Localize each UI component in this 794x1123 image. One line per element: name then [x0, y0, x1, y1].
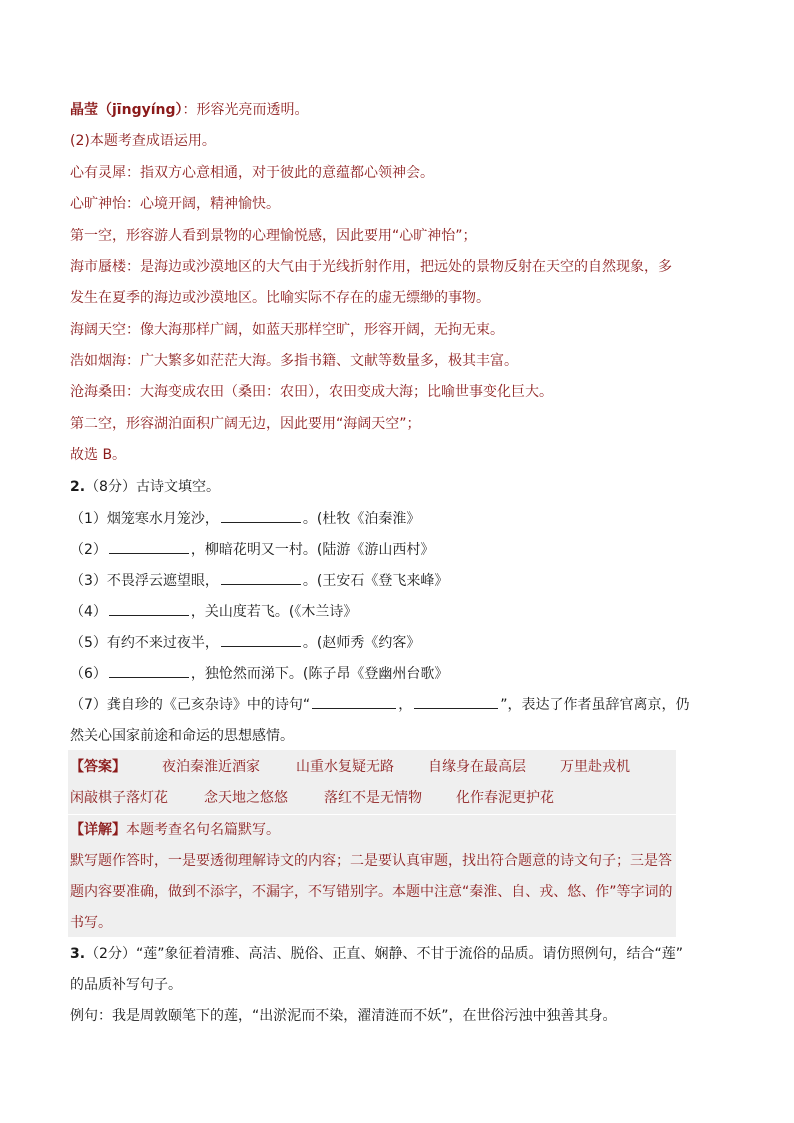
- detail-paragraph: 默写题作答时，一是要透彻理解诗文的内容；二是要认真审题，找出符合题意的诗文句子；三是答: [70, 853, 672, 869]
- q2-item-3: [70, 570, 448, 591]
- q3-title-text: （2分）“莲”象征着清雅、高洁、脱俗、正直、娴静、不甘于流俗的品质。请仿照例句，结合“莲”: [85, 946, 683, 962]
- item-number: （7）: [70, 697, 107, 713]
- q3-number: 3.: [70, 946, 86, 962]
- jingying-line: [70, 100, 309, 120]
- item-before: 烟笼寒水月笼沙，: [106, 511, 219, 527]
- item-number: （3）: [70, 573, 107, 589]
- answer-blank[interactable]: [109, 663, 189, 678]
- detail-label: 【详解】: [70, 822, 126, 838]
- haishi-line-2: 发生在夏季的海边或沙漠地区。比喻实际不存在的虚无缥缈的事物。: [70, 290, 490, 306]
- answer-item: 自缘身在最高层: [428, 759, 526, 775]
- item-number: （2）: [70, 542, 107, 558]
- answer-item: 落红不是无情物: [324, 790, 422, 806]
- haikuo-line: [70, 320, 504, 340]
- item-after: 。(赵师秀《约客》: [302, 635, 421, 651]
- answer-blank[interactable]: [221, 508, 301, 523]
- q2-item-6: [70, 663, 448, 684]
- answer-item: 闲敲棋子落灯花: [70, 790, 168, 806]
- canghai-def: ：大海变成农田（桑田：农田），农田变成大海；比喻世事变化巨大。: [126, 384, 553, 400]
- haikuo-def: ：像大海那样广阔，如蓝天那样空旷，形容开阔，无拘无束。: [126, 322, 504, 338]
- q2-title: [70, 477, 220, 497]
- haishi-def-1: ：是海边或沙漠地区的大气由于光线折射作用，把远处的景物反射在天空的自然现象，多: [126, 259, 672, 275]
- jingying-def: ：形容光亮而透明。: [182, 102, 309, 118]
- xinkuang-term: 心旷神怡: [70, 196, 126, 212]
- choice-line: 故选 B。: [70, 447, 127, 463]
- answer-blank[interactable]: [414, 694, 498, 709]
- item-after: ，关山度若飞。(《木兰诗》: [190, 604, 358, 620]
- answer-item: 化作春泥更护花: [456, 790, 554, 806]
- answer-blank[interactable]: [221, 632, 301, 647]
- detail-paragraph: 题内容要准确，做到不添字，不漏字，不写错别字。本题中注意“秦淮、自、戎、悠、作”等字词的: [70, 884, 673, 900]
- item-after: ，柳暗花明又一村。(陆游《游山西村》: [190, 542, 435, 558]
- canghai-line: [70, 382, 553, 402]
- q2-item-2: [70, 539, 434, 560]
- item-number: （6）: [70, 666, 107, 682]
- detail-heading: [70, 820, 280, 840]
- answer-label: 【答案】: [70, 759, 126, 775]
- item-number: （1）: [70, 511, 107, 527]
- q2-intro: (2)本题考查成语运用。: [70, 133, 216, 149]
- answer-blank[interactable]: [109, 601, 189, 616]
- haoru-line: [70, 351, 518, 371]
- answer-blank[interactable]: [312, 694, 396, 709]
- canghai-term: 沧海桑田: [70, 384, 126, 400]
- q2-item-7-line2: 然关心国家前途和命运的思想感情。: [70, 728, 294, 744]
- item-before: 不畏浮云遮望眼，: [106, 573, 219, 589]
- answer-item: 夜泊秦淮近酒家: [162, 759, 260, 775]
- answer-blank[interactable]: [109, 539, 189, 554]
- item-separator: ，: [398, 697, 413, 713]
- detail-paragraph: 书写。: [70, 915, 112, 931]
- q3-title: [70, 944, 683, 964]
- answer-item: 万里赴戎机: [560, 759, 630, 775]
- q2-item-7: [70, 694, 689, 715]
- item-number: （5）: [70, 635, 107, 651]
- q2-title-text: （8分）古诗文填空。: [85, 479, 220, 495]
- jingying-term: 晶莹（jīngyíng）: [70, 102, 183, 118]
- haikuo-term: 海阔天空: [70, 322, 126, 338]
- q2-number: 2.: [70, 479, 86, 495]
- haoru-def: ：广大繁多如茫茫大海。多指书籍、文献等数量多，极其丰富。: [126, 353, 518, 369]
- item-after: 。(杜牧《泊秦淮》: [302, 511, 421, 527]
- item-after: ，独怆然而涕下。(陈子昂《登幽州台歌》: [190, 666, 449, 682]
- q2-item-5: [70, 632, 420, 653]
- answer-blank[interactable]: [221, 570, 301, 585]
- answer-item: 山重水复疑无路: [296, 759, 394, 775]
- blank2-line: 第二空，形容湖泊面积广阔无边，因此要用“海阔天空”；: [70, 416, 421, 432]
- haoru-term: 浩如烟海: [70, 353, 126, 369]
- item-before: 有约不来过夜半，: [106, 635, 219, 651]
- blank1-line: 第一空，形容游人看到景物的心理愉悦感，因此要用“心旷神怡”；: [70, 228, 477, 244]
- q3-title-line2: 的品质补写句子。: [70, 977, 182, 993]
- answer-row-1: [70, 757, 674, 777]
- xinyou-line: [70, 163, 434, 183]
- xinkuang-line: [70, 194, 280, 214]
- xinyou-term: 心有灵犀: [70, 165, 126, 181]
- haishi-term: 海市蜃楼: [70, 259, 126, 275]
- item-number: （4）: [70, 604, 107, 620]
- detail-text: 本题考查名句名篇默写。: [126, 822, 280, 838]
- haishi-line-1: [70, 257, 672, 277]
- answer-item: 念天地之悠悠: [204, 790, 288, 806]
- answer-row-2: [70, 788, 674, 808]
- xinyou-def: ：指双方心意相通，对于彼此的意蕴都心领神会。: [126, 165, 434, 181]
- q2-item-4: [70, 601, 357, 622]
- q2-item-1: [70, 508, 420, 529]
- item-after: 。(王安石《登飞来峰》: [302, 573, 449, 589]
- xinkuang-def: ：心境开阔，精神愉快。: [126, 196, 280, 212]
- q3-example: 例句：我是周敦颐笔下的莲，“出淤泥而不染，濯清涟而不妖”，在世俗污浊中独善其身。: [70, 1008, 617, 1024]
- item-before: 龚自珍的《己亥杂诗》中的诗句“: [106, 697, 311, 713]
- item-after: ”，表达了作者虽辞官离京，仍: [500, 697, 690, 713]
